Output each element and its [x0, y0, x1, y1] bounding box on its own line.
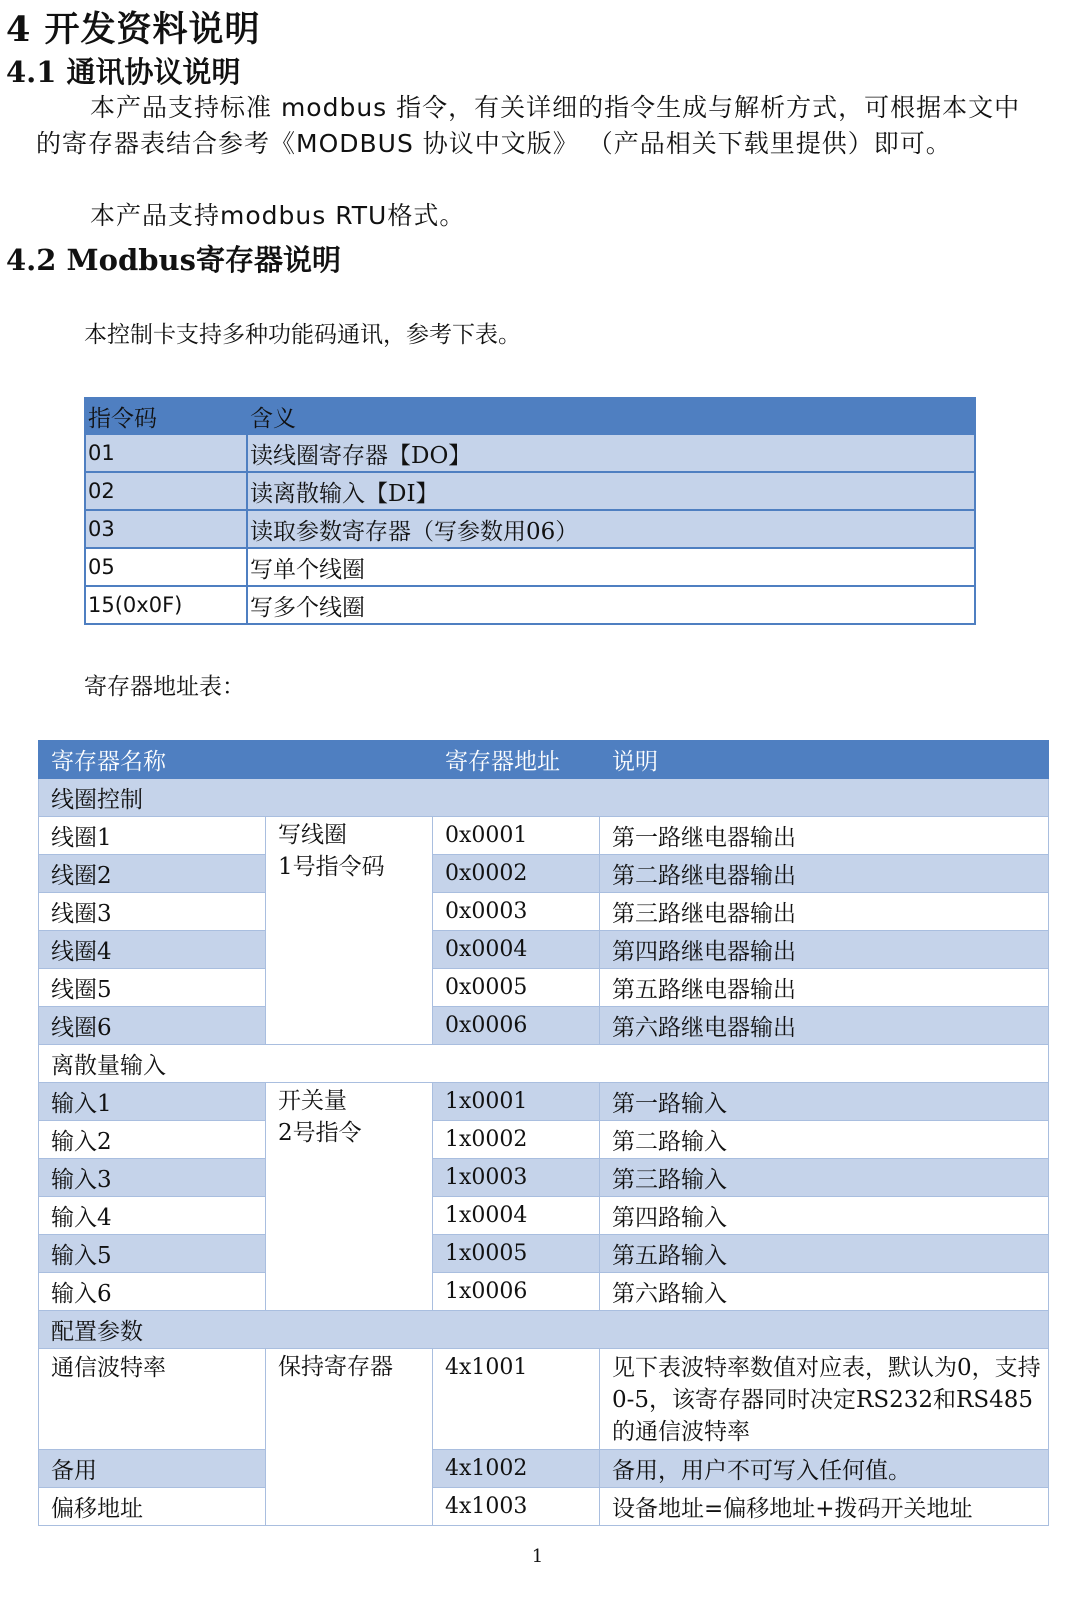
register-name: 线圈1 — [39, 817, 266, 855]
register-description: 备用，用户不可写入任何值。 — [600, 1450, 1049, 1488]
register-description: 第六路继电器输出 — [600, 1007, 1049, 1045]
table-row — [39, 931, 1049, 969]
register-address: 1x0003 — [433, 1159, 600, 1197]
function-meaning: 读离散输入【DI】 — [247, 472, 975, 510]
table-row — [39, 817, 1049, 855]
table-row — [39, 1273, 1049, 1311]
section-title: 线圈控制 — [39, 779, 1049, 817]
column-header: 指令码 — [85, 398, 247, 434]
register-group — [266, 1083, 433, 1311]
register-name: 输入3 — [39, 1159, 266, 1197]
register-address: 0x0002 — [433, 855, 600, 893]
function-code: 15(0x0F) — [85, 586, 247, 624]
table-row — [39, 1450, 1049, 1488]
table-row — [39, 1349, 1049, 1450]
register-address: 4x1003 — [433, 1488, 600, 1526]
register-address: 0x0003 — [433, 893, 600, 931]
table-row — [39, 1197, 1049, 1235]
section-row-inputs — [39, 1045, 1049, 1083]
table-row — [39, 1083, 1049, 1121]
register-description: 第二路输入 — [600, 1121, 1049, 1159]
register-group — [266, 1349, 433, 1526]
register-description: 第五路输入 — [600, 1235, 1049, 1273]
table-row — [85, 472, 975, 510]
register-description: 第二路继电器输出 — [600, 855, 1049, 893]
heading-4-2: 4.2 Modbus寄存器说明 — [6, 243, 341, 277]
register-name: 输入2 — [39, 1121, 266, 1159]
register-name: 线圈5 — [39, 969, 266, 1007]
register-description: 第六路输入 — [600, 1273, 1049, 1311]
column-header: 说明 — [600, 741, 1049, 779]
table-row — [85, 586, 975, 624]
register-address: 0x0001 — [433, 817, 600, 855]
table-row — [39, 1007, 1049, 1045]
paragraph-rtu: 本产品支持modbus RTU格式。 — [90, 201, 466, 230]
register-description: 第三路继电器输出 — [600, 893, 1049, 931]
register-description: 第一路继电器输出 — [600, 817, 1049, 855]
table-row — [39, 893, 1049, 931]
register-description: 第一路输入 — [600, 1083, 1049, 1121]
table-row — [39, 969, 1049, 1007]
table-row — [85, 548, 975, 586]
section-title: 离散量输入 — [39, 1045, 1049, 1083]
function-meaning: 写多个线圈 — [247, 586, 975, 624]
section-title: 配置参数 — [39, 1311, 1049, 1349]
register-address: 1x0002 — [433, 1121, 600, 1159]
group-line: 开关量 — [278, 1088, 347, 1114]
table-row — [39, 1159, 1049, 1197]
table-row — [85, 510, 975, 548]
register-address: 4x1001 — [433, 1349, 600, 1450]
register-address: 1x0005 — [433, 1235, 600, 1273]
register-address: 0x0006 — [433, 1007, 600, 1045]
table-row — [39, 1488, 1049, 1526]
function-meaning: 读取参数寄存器（写参数用06） — [247, 510, 975, 548]
register-name: 线圈4 — [39, 931, 266, 969]
table-row — [39, 855, 1049, 893]
table-header-row — [39, 741, 1049, 779]
register-address: 1x0004 — [433, 1197, 600, 1235]
register-name: 线圈3 — [39, 893, 266, 931]
table-header-row — [85, 398, 975, 434]
function-meaning: 读线圈寄存器【DO】 — [247, 434, 975, 472]
register-description: 第四路继电器输出 — [600, 931, 1049, 969]
function-code: 01 — [85, 434, 247, 472]
heading-4: 4 开发资料说明 — [6, 9, 261, 50]
column-header: 含义 — [247, 398, 975, 434]
section-row-coils — [39, 779, 1049, 817]
register-name: 通信波特率 — [39, 1349, 266, 1450]
column-header: 寄存器名称 — [39, 741, 433, 779]
page-number: 1 — [531, 1546, 544, 1567]
register-name: 输入5 — [39, 1235, 266, 1273]
register-name: 备用 — [39, 1450, 266, 1488]
table-row — [39, 1121, 1049, 1159]
register-description: 设备地址=偏移地址+拨码开关地址 — [600, 1488, 1049, 1526]
register-name: 线圈2 — [39, 855, 266, 893]
group-line: 保持寄存器 — [278, 1354, 393, 1380]
group-line: 2号指令 — [278, 1120, 362, 1146]
register-description: 第三路输入 — [600, 1159, 1049, 1197]
group-line: 1号指令码 — [278, 854, 385, 880]
register-group — [266, 817, 433, 1045]
function-code-table — [84, 397, 976, 625]
function-code: 03 — [85, 510, 247, 548]
heading-4-1: 4.1 通讯协议说明 — [6, 55, 241, 89]
register-description: 第五路继电器输出 — [600, 969, 1049, 1007]
register-name: 线圈6 — [39, 1007, 266, 1045]
function-code: 05 — [85, 548, 247, 586]
register-address: 4x1002 — [433, 1450, 600, 1488]
function-code-intro: 本控制卡支持多种功能码通讯，参考下表。 — [84, 322, 521, 348]
group-line: 写线圈 — [278, 822, 347, 848]
paragraph-protocol: 本产品支持标准 modbus 指令，有关详细的指令生成与解析方式，可根据本文中的寄存器表结合参考《MODBUS 协议中文版》 （产品相关下载里提供）即可。 — [36, 93, 1021, 158]
table-row — [85, 434, 975, 472]
register-name: 输入4 — [39, 1197, 266, 1235]
register-name: 输入1 — [39, 1083, 266, 1121]
register-address: 1x0001 — [433, 1083, 600, 1121]
table-row — [39, 1235, 1049, 1273]
register-table-caption: 寄存器地址表： — [84, 674, 245, 700]
register-address: 0x0004 — [433, 931, 600, 969]
column-header: 寄存器地址 — [433, 741, 600, 779]
register-description: 见下表波特率数值对应表，默认为0，支持0-5，该寄存器同时决定RS232和RS485的通信波特率 — [600, 1349, 1049, 1450]
register-address: 0x0005 — [433, 969, 600, 1007]
section-row-config — [39, 1311, 1049, 1349]
register-name: 输入6 — [39, 1273, 266, 1311]
function-meaning: 写单个线圈 — [247, 548, 975, 586]
register-address-table — [38, 740, 1049, 1526]
register-address: 1x0006 — [433, 1273, 600, 1311]
register-description: 第四路输入 — [600, 1197, 1049, 1235]
function-code: 02 — [85, 472, 247, 510]
register-name: 偏移地址 — [39, 1488, 266, 1526]
